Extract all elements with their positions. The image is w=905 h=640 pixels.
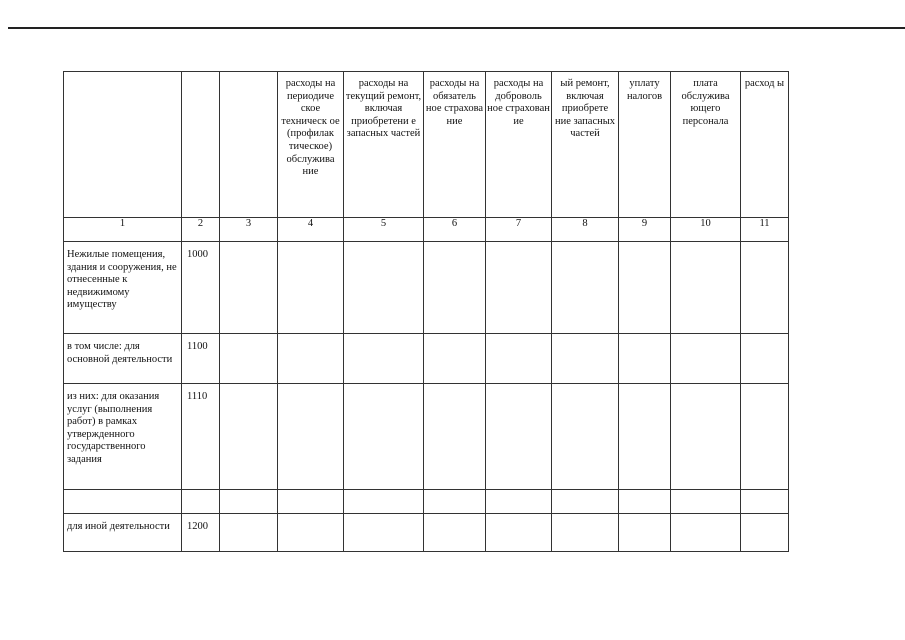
header-cell: ый ремонт, включая приобрете ние запасных частей: [552, 72, 619, 218]
row-label: в том числе: для основной деятельности: [67, 341, 173, 365]
data-cell: [278, 242, 344, 334]
header-cell: [64, 72, 182, 218]
header-cell: плата обслужива ющего персонала: [671, 72, 741, 218]
header-cell: расходы на периодиче ское техническ ое (профилак тическое) обслужива ние: [278, 72, 344, 218]
row-code: [182, 490, 219, 497]
row-code: 1100: [187, 341, 208, 352]
data-cell: [552, 514, 619, 552]
data-cell: [486, 242, 552, 334]
data-cell: [344, 242, 424, 334]
header-cell: расходы на доброволь ное страхован ие: [486, 72, 552, 218]
data-cell: [671, 334, 741, 384]
table-row: [64, 334, 789, 384]
data-cell: [278, 490, 344, 514]
data-cell: [220, 490, 278, 514]
header-cell: уплату налогов: [619, 72, 671, 218]
data-cell: [486, 384, 552, 490]
data-cell: [619, 242, 671, 334]
row-code-cell: [182, 384, 220, 490]
column-number: 11: [741, 218, 789, 242]
table-row: [64, 490, 789, 514]
data-cell: [424, 334, 486, 384]
data-cell: [619, 334, 671, 384]
column-number: 7: [486, 218, 552, 242]
row-label-cell: [64, 242, 182, 334]
header-cell: [220, 72, 278, 218]
data-cell: [552, 384, 619, 490]
data-cell: [552, 334, 619, 384]
row-code: 1110: [187, 391, 208, 402]
column-number: 2: [182, 218, 220, 242]
data-cell: [344, 334, 424, 384]
row-code-cell: [182, 490, 220, 514]
data-cell: [344, 514, 424, 552]
data-cell: [486, 490, 552, 514]
column-number: 5: [344, 218, 424, 242]
data-cell: [424, 242, 486, 334]
row-code: 1200: [187, 521, 208, 532]
data-cell: [278, 384, 344, 490]
table-row: [64, 384, 789, 490]
top-horizontal-rule: [8, 27, 905, 29]
row-label: Нежилые помещения, здания и сооружения, не отнесенные к недвижимому имуществу: [67, 249, 177, 311]
column-number: 3: [220, 218, 278, 242]
expenses-table: [63, 71, 789, 552]
data-cell: [671, 514, 741, 552]
data-cell: [220, 514, 278, 552]
data-cell: [486, 334, 552, 384]
table-row: [64, 242, 789, 334]
header-cell: [182, 72, 220, 218]
column-number: 4: [278, 218, 344, 242]
column-number: 9: [619, 218, 671, 242]
row-code-cell: [182, 334, 220, 384]
row-code: 1000: [187, 249, 208, 260]
data-cell: [552, 242, 619, 334]
row-label-cell: [64, 514, 182, 552]
header-cell: расход ы: [741, 72, 789, 218]
data-cell: [671, 242, 741, 334]
data-cell: [671, 490, 741, 514]
data-cell: [344, 490, 424, 514]
column-number: 6: [424, 218, 486, 242]
data-cell: [278, 514, 344, 552]
column-number: 8: [552, 218, 619, 242]
header-cell: расходы на текущий ремонт, включая приобретени е запасных частей: [344, 72, 424, 218]
row-label: для иной деятельности: [67, 521, 170, 532]
data-cell: [344, 384, 424, 490]
data-cell: [220, 384, 278, 490]
row-label-cell: [64, 490, 182, 514]
row-label-cell: [64, 384, 182, 490]
data-cell: [424, 514, 486, 552]
header-cell: расходы на обязатель ное страхова ние: [424, 72, 486, 218]
data-cell: [424, 384, 486, 490]
data-cell: [619, 490, 671, 514]
data-cell: [619, 384, 671, 490]
table-header-row: [64, 72, 789, 218]
data-cell: [671, 384, 741, 490]
data-cell: [741, 490, 789, 514]
data-cell: [424, 490, 486, 514]
data-cell: [278, 334, 344, 384]
row-label: из них: для оказания услуг (выполнения работ) в рамках утвержденного государственного задания: [67, 391, 160, 465]
column-number: 10: [671, 218, 741, 242]
data-cell: [552, 490, 619, 514]
data-cell: [486, 514, 552, 552]
data-cell: [220, 334, 278, 384]
data-cell: [220, 242, 278, 334]
data-cell: [619, 514, 671, 552]
column-number: 1: [64, 218, 182, 242]
data-cell: [741, 242, 789, 334]
column-number-row: [64, 218, 789, 242]
data-cell: [741, 334, 789, 384]
row-code-cell: [182, 514, 220, 552]
row-label-cell: [64, 334, 182, 384]
row-label: [64, 490, 181, 497]
data-cell: [741, 514, 789, 552]
table-row: [64, 514, 789, 552]
row-code-cell: [182, 242, 220, 334]
data-cell: [741, 384, 789, 490]
